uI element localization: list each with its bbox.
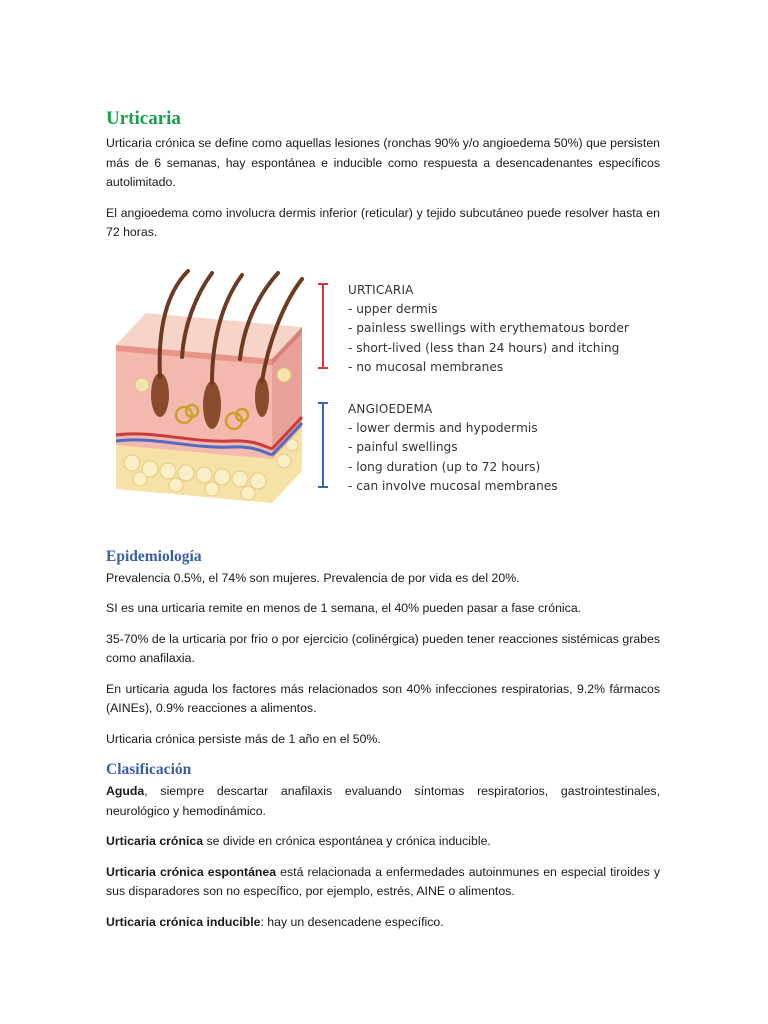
angioedema-legend-item: - can involve mucosal membranes	[348, 479, 558, 493]
inducible-label: Urticaria crónica inducible	[106, 914, 261, 929]
epidemiologia-paragraph-4: En urticaria aguda los factores más relacionados son 40% infecciones respiratorias, 9.2% fármacos (AINEs), 0.9% reacciones a alimentos.	[106, 681, 660, 715]
angioedema-legend-title: ANGIOEDEMA	[348, 401, 433, 416]
clasificacion-cronica-paragraph	[106, 832, 660, 852]
urticaria-legend-item: - short-lived (less than 24 hours) and itching	[348, 340, 620, 355]
urticaria-paragraph-2: El angioedema como involucra dermis inferior (reticular) y tejido subcutáneo puede resolver hasta en 72 horas.	[106, 205, 660, 239]
cronica-label: Urticaria crónica	[106, 834, 204, 848]
angioedema-legend-item: - lower dermis and hypodermis	[348, 420, 538, 435]
angioedema-legend-item: - long duration (up to 72 hours)	[348, 459, 541, 474]
urticaria-legend-item: - painless swellings with erythematous border	[348, 321, 629, 335]
aguda-label: Aguda	[106, 784, 145, 798]
document-page	[106, 106, 660, 943]
red-bracket	[318, 283, 328, 369]
urticaria-heading: Urticaria	[106, 108, 181, 129]
clasificacion-inducible-paragraph	[106, 913, 660, 933]
cronica-text: se divide en crónica espontánea y crónica inducible.	[203, 834, 491, 848]
espontanea-text: está relacionada a enfermedades autoinmunes en especial tiroides y sus disparadores son no específico, por ejemplo, estrés, AINE o alimentos.	[106, 864, 660, 898]
epidemiologia-paragraph-2: SI es una urticaria remite en menos de 1 semana, el 40% pueden pasar a fase crónica.	[106, 601, 582, 615]
blue-bracket	[318, 402, 328, 488]
urticaria-legend-title: URTICARIA	[348, 282, 414, 297]
epidemiologia-paragraph-3: 35-70% de la urticaria por frio o por ejercicio (colinérgica) pueden tener reacciones sistémicas grabes como anafilaxia.	[106, 631, 660, 665]
diagram-legend	[314, 281, 644, 497]
clasificacion-aguda-paragraph	[106, 782, 660, 821]
aguda-text: , siempre descartar anafilaxis evaluando síntomas respiratorios, gastrointestinales, neurológico y hemodinámico.	[106, 784, 660, 818]
skin-cross-section-illustration	[112, 265, 307, 515]
angioedema-legend-item: - painful swellings	[348, 440, 458, 454]
urticaria-paragraph-1: Urticaria crónica se define como aquellas lesiones (ronchas 90% y/o angioedema 50%) que persisten más de 6 semanas, hay espontánea e inducible como respuesta a desencadenantes específicos autolimitado.	[106, 136, 660, 189]
epidemiologia-heading: Epidemiología	[106, 547, 202, 565]
urticaria-legend-item: - upper dermis	[348, 301, 438, 316]
urticaria-legend-group	[314, 281, 644, 378]
clasificacion-espontanea-paragraph	[106, 863, 660, 902]
urticaria-legend-item: - no mucosal membranes	[348, 360, 504, 374]
epidemiologia-paragraph-5: Urticaria crónica persiste más de 1 año en el 50%.	[106, 731, 381, 746]
inducible-text: : hay un desencadene específico.	[260, 914, 444, 929]
espontanea-label: Urticaria crónica espontánea	[106, 864, 277, 879]
clasificacion-heading: Clasificación	[106, 761, 192, 778]
epidemiologia-paragraph-1: Prevalencia 0.5%, el 74% son mujeres. Prevalencia de por vida es del 20%.	[106, 570, 520, 585]
skin-diagram-figure	[106, 257, 660, 527]
angioedema-legend-group	[314, 400, 644, 497]
